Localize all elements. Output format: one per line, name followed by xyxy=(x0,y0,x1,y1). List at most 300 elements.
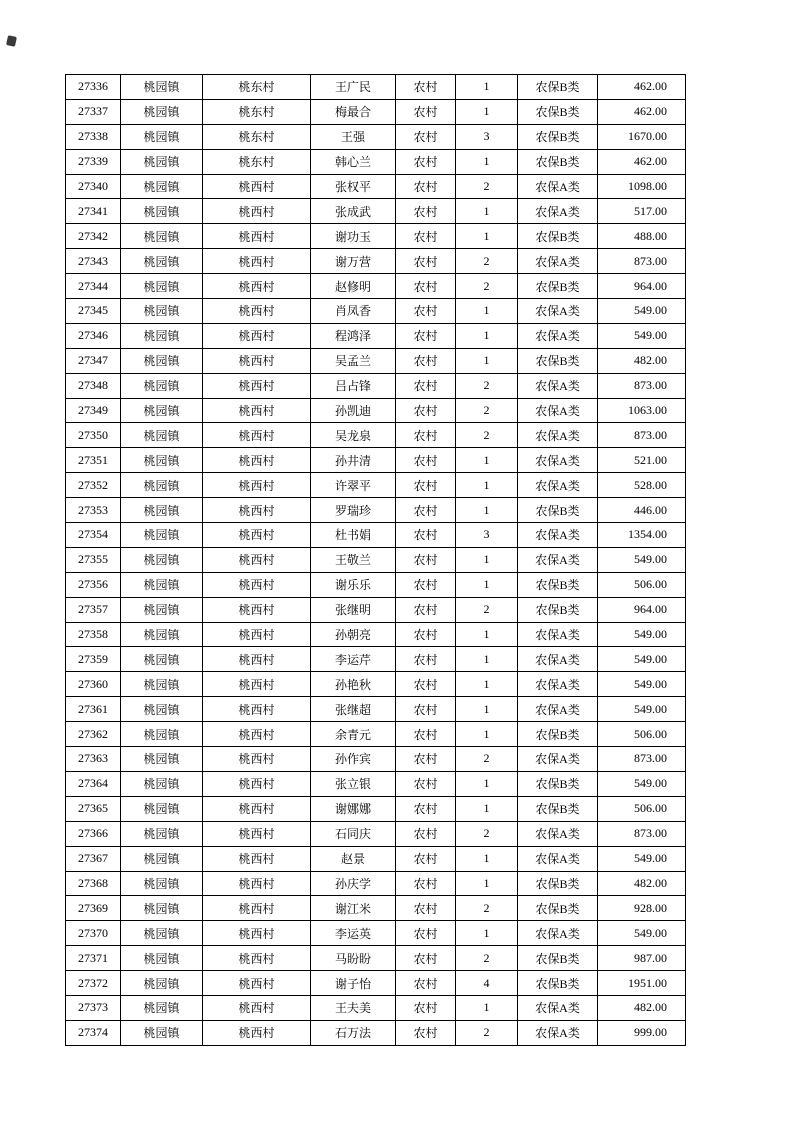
cell-category: 农保B类 xyxy=(518,224,598,249)
cell-category: 农保A类 xyxy=(518,747,598,772)
cell-name: 李运英 xyxy=(311,921,396,946)
cell-id: 27337 xyxy=(66,99,121,124)
cell-residence: 农村 xyxy=(396,672,456,697)
cell-town: 桃园镇 xyxy=(121,821,203,846)
table-row xyxy=(66,299,686,324)
cell-town: 桃园镇 xyxy=(121,1020,203,1045)
table-row xyxy=(66,1020,686,1045)
cell-count: 2 xyxy=(456,597,518,622)
cell-count: 1 xyxy=(456,995,518,1020)
cell-category: 农保B类 xyxy=(518,572,598,597)
cell-id: 27358 xyxy=(66,622,121,647)
cell-village: 桃西村 xyxy=(203,348,311,373)
cell-residence: 农村 xyxy=(396,99,456,124)
cell-residence: 农村 xyxy=(396,896,456,921)
cell-village: 桃东村 xyxy=(203,99,311,124)
cell-category: 农保B类 xyxy=(518,796,598,821)
cell-residence: 农村 xyxy=(396,572,456,597)
table-body xyxy=(66,75,686,1046)
cell-town: 桃园镇 xyxy=(121,572,203,597)
cell-residence: 农村 xyxy=(396,249,456,274)
cell-name: 孙朝亮 xyxy=(311,622,396,647)
cell-category: 农保A类 xyxy=(518,249,598,274)
table-row xyxy=(66,75,686,100)
cell-town: 桃园镇 xyxy=(121,249,203,274)
cell-village: 桃西村 xyxy=(203,398,311,423)
cell-category: 农保B类 xyxy=(518,348,598,373)
cell-residence: 农村 xyxy=(396,697,456,722)
cell-count: 1 xyxy=(456,921,518,946)
cell-id: 27356 xyxy=(66,572,121,597)
cell-amount: 1670.00 xyxy=(598,124,686,149)
cell-id: 27373 xyxy=(66,995,121,1020)
cell-id: 27353 xyxy=(66,498,121,523)
cell-residence: 农村 xyxy=(396,771,456,796)
cell-village: 桃西村 xyxy=(203,697,311,722)
cell-count: 1 xyxy=(456,771,518,796)
cell-count: 1 xyxy=(456,448,518,473)
cell-amount: 549.00 xyxy=(598,846,686,871)
cell-amount: 549.00 xyxy=(598,622,686,647)
cell-id: 27368 xyxy=(66,871,121,896)
cell-village: 桃东村 xyxy=(203,75,311,100)
cell-count: 1 xyxy=(456,149,518,174)
cell-name: 余青元 xyxy=(311,722,396,747)
cell-village: 桃东村 xyxy=(203,124,311,149)
cell-amount: 462.00 xyxy=(598,149,686,174)
cell-category: 农保B类 xyxy=(518,946,598,971)
cell-id: 27349 xyxy=(66,398,121,423)
cell-count: 1 xyxy=(456,473,518,498)
cell-village: 桃西村 xyxy=(203,597,311,622)
cell-id: 27336 xyxy=(66,75,121,100)
cell-name: 王夫美 xyxy=(311,995,396,1020)
cell-village: 桃西村 xyxy=(203,821,311,846)
cell-name: 张继明 xyxy=(311,597,396,622)
cell-residence: 农村 xyxy=(396,1020,456,1045)
cell-count: 1 xyxy=(456,846,518,871)
table-row xyxy=(66,572,686,597)
cell-village: 桃西村 xyxy=(203,224,311,249)
cell-name: 谢娜娜 xyxy=(311,796,396,821)
table-row xyxy=(66,398,686,423)
cell-residence: 农村 xyxy=(396,348,456,373)
cell-town: 桃园镇 xyxy=(121,846,203,871)
cell-count: 1 xyxy=(456,348,518,373)
cell-category: 农保A类 xyxy=(518,1020,598,1045)
cell-category: 农保B类 xyxy=(518,99,598,124)
cell-id: 27364 xyxy=(66,771,121,796)
cell-amount: 517.00 xyxy=(598,199,686,224)
cell-id: 27369 xyxy=(66,896,121,921)
cell-town: 桃园镇 xyxy=(121,622,203,647)
cell-amount: 549.00 xyxy=(598,647,686,672)
cell-residence: 农村 xyxy=(396,174,456,199)
cell-name: 张立银 xyxy=(311,771,396,796)
cell-residence: 农村 xyxy=(396,622,456,647)
cell-amount: 506.00 xyxy=(598,722,686,747)
cell-village: 桃西村 xyxy=(203,971,311,996)
cell-residence: 农村 xyxy=(396,224,456,249)
table-row xyxy=(66,871,686,896)
cell-town: 桃园镇 xyxy=(121,647,203,672)
cell-residence: 农村 xyxy=(396,398,456,423)
cell-town: 桃园镇 xyxy=(121,274,203,299)
cell-id: 27347 xyxy=(66,348,121,373)
cell-amount: 873.00 xyxy=(598,373,686,398)
cell-name: 肖凤香 xyxy=(311,299,396,324)
cell-category: 农保A类 xyxy=(518,423,598,448)
cell-name: 罗瑞珍 xyxy=(311,498,396,523)
cell-name: 孙井清 xyxy=(311,448,396,473)
cell-town: 桃园镇 xyxy=(121,99,203,124)
benefits-table xyxy=(65,74,686,1046)
cell-id: 27342 xyxy=(66,224,121,249)
cell-amount: 549.00 xyxy=(598,323,686,348)
cell-residence: 农村 xyxy=(396,498,456,523)
cell-amount: 482.00 xyxy=(598,995,686,1020)
cell-amount: 528.00 xyxy=(598,473,686,498)
cell-category: 农保A类 xyxy=(518,323,598,348)
cell-category: 农保B类 xyxy=(518,871,598,896)
cell-category: 农保A类 xyxy=(518,622,598,647)
cell-name: 张成武 xyxy=(311,199,396,224)
cell-village: 桃西村 xyxy=(203,747,311,772)
cell-name: 孙凯迪 xyxy=(311,398,396,423)
cell-amount: 999.00 xyxy=(598,1020,686,1045)
cell-amount: 1063.00 xyxy=(598,398,686,423)
table-row xyxy=(66,523,686,548)
cell-count: 2 xyxy=(456,174,518,199)
cell-town: 桃园镇 xyxy=(121,373,203,398)
table-row xyxy=(66,597,686,622)
cell-amount: 987.00 xyxy=(598,946,686,971)
cell-village: 桃东村 xyxy=(203,149,311,174)
cell-name: 王敬兰 xyxy=(311,547,396,572)
table-row xyxy=(66,896,686,921)
cell-amount: 549.00 xyxy=(598,771,686,796)
cell-count: 3 xyxy=(456,124,518,149)
cell-residence: 农村 xyxy=(396,647,456,672)
cell-category: 农保A类 xyxy=(518,448,598,473)
cell-category: 农保A类 xyxy=(518,821,598,846)
cell-town: 桃园镇 xyxy=(121,174,203,199)
cell-category: 农保B类 xyxy=(518,274,598,299)
cell-residence: 农村 xyxy=(396,846,456,871)
cell-village: 桃西村 xyxy=(203,199,311,224)
cell-amount: 873.00 xyxy=(598,821,686,846)
cell-category: 农保A类 xyxy=(518,398,598,423)
cell-name: 梅最合 xyxy=(311,99,396,124)
cell-name: 张继超 xyxy=(311,697,396,722)
cell-amount: 482.00 xyxy=(598,871,686,896)
table-row xyxy=(66,672,686,697)
cell-count: 1 xyxy=(456,99,518,124)
table-row xyxy=(66,821,686,846)
cell-id: 27365 xyxy=(66,796,121,821)
cell-town: 桃园镇 xyxy=(121,473,203,498)
cell-category: 农保A类 xyxy=(518,672,598,697)
cell-amount: 462.00 xyxy=(598,99,686,124)
cell-id: 27339 xyxy=(66,149,121,174)
cell-residence: 农村 xyxy=(396,871,456,896)
cell-name: 李运芹 xyxy=(311,647,396,672)
cell-id: 27359 xyxy=(66,647,121,672)
cell-town: 桃园镇 xyxy=(121,348,203,373)
cell-name: 孙艳秋 xyxy=(311,672,396,697)
cell-name: 杜书娟 xyxy=(311,523,396,548)
cell-id: 27340 xyxy=(66,174,121,199)
cell-village: 桃西村 xyxy=(203,871,311,896)
cell-name: 许翠平 xyxy=(311,473,396,498)
cell-name: 韩心兰 xyxy=(311,149,396,174)
cell-id: 27346 xyxy=(66,323,121,348)
cell-residence: 农村 xyxy=(396,995,456,1020)
cell-name: 谢万营 xyxy=(311,249,396,274)
cell-id: 27372 xyxy=(66,971,121,996)
cell-amount: 1354.00 xyxy=(598,523,686,548)
cell-town: 桃园镇 xyxy=(121,448,203,473)
cell-residence: 农村 xyxy=(396,821,456,846)
table-row xyxy=(66,99,686,124)
cell-count: 1 xyxy=(456,498,518,523)
cell-count: 1 xyxy=(456,647,518,672)
cell-town: 桃园镇 xyxy=(121,398,203,423)
table-row xyxy=(66,199,686,224)
cell-residence: 农村 xyxy=(396,274,456,299)
cell-town: 桃园镇 xyxy=(121,323,203,348)
cell-residence: 农村 xyxy=(396,124,456,149)
table-row xyxy=(66,249,686,274)
cell-village: 桃西村 xyxy=(203,473,311,498)
cell-name: 赵景 xyxy=(311,846,396,871)
cell-amount: 549.00 xyxy=(598,697,686,722)
cell-count: 2 xyxy=(456,896,518,921)
cell-id: 27341 xyxy=(66,199,121,224)
cell-residence: 农村 xyxy=(396,971,456,996)
table-row xyxy=(66,348,686,373)
cell-amount: 873.00 xyxy=(598,747,686,772)
cell-count: 2 xyxy=(456,249,518,274)
cell-village: 桃西村 xyxy=(203,323,311,348)
cell-count: 2 xyxy=(456,821,518,846)
cell-category: 农保A类 xyxy=(518,846,598,871)
cell-village: 桃西村 xyxy=(203,796,311,821)
cell-name: 谢江米 xyxy=(311,896,396,921)
cell-count: 1 xyxy=(456,697,518,722)
cell-town: 桃园镇 xyxy=(121,946,203,971)
cell-residence: 农村 xyxy=(396,747,456,772)
cell-category: 农保A类 xyxy=(518,547,598,572)
cell-name: 吴孟兰 xyxy=(311,348,396,373)
cell-count: 2 xyxy=(456,946,518,971)
cell-amount: 964.00 xyxy=(598,274,686,299)
cell-category: 农保B类 xyxy=(518,971,598,996)
cell-id: 27351 xyxy=(66,448,121,473)
cell-town: 桃园镇 xyxy=(121,722,203,747)
cell-residence: 农村 xyxy=(396,547,456,572)
cell-category: 农保B类 xyxy=(518,124,598,149)
table-row xyxy=(66,946,686,971)
cell-town: 桃园镇 xyxy=(121,523,203,548)
cell-amount: 488.00 xyxy=(598,224,686,249)
cell-category: 农保A类 xyxy=(518,647,598,672)
cell-id: 27361 xyxy=(66,697,121,722)
cell-count: 2 xyxy=(456,373,518,398)
cell-name: 谢功玉 xyxy=(311,224,396,249)
cell-name: 赵修明 xyxy=(311,274,396,299)
table-row xyxy=(66,921,686,946)
cell-town: 桃园镇 xyxy=(121,124,203,149)
table-row xyxy=(66,697,686,722)
cell-count: 1 xyxy=(456,871,518,896)
cell-name: 王强 xyxy=(311,124,396,149)
cell-village: 桃西村 xyxy=(203,647,311,672)
cell-residence: 农村 xyxy=(396,75,456,100)
cell-amount: 549.00 xyxy=(598,547,686,572)
cell-residence: 农村 xyxy=(396,722,456,747)
cell-count: 2 xyxy=(456,1020,518,1045)
cell-category: 农保B类 xyxy=(518,597,598,622)
cell-category: 农保A类 xyxy=(518,199,598,224)
cell-residence: 农村 xyxy=(396,149,456,174)
cell-count: 1 xyxy=(456,796,518,821)
cell-count: 1 xyxy=(456,672,518,697)
cell-amount: 446.00 xyxy=(598,498,686,523)
cell-amount: 1098.00 xyxy=(598,174,686,199)
cell-village: 桃西村 xyxy=(203,846,311,871)
cell-town: 桃园镇 xyxy=(121,871,203,896)
cell-town: 桃园镇 xyxy=(121,796,203,821)
cell-id: 27343 xyxy=(66,249,121,274)
cell-village: 桃西村 xyxy=(203,274,311,299)
cell-category: 农保B类 xyxy=(518,771,598,796)
cell-id: 27352 xyxy=(66,473,121,498)
cell-town: 桃园镇 xyxy=(121,423,203,448)
cell-amount: 506.00 xyxy=(598,572,686,597)
cell-name: 王广民 xyxy=(311,75,396,100)
cell-town: 桃园镇 xyxy=(121,299,203,324)
table-row xyxy=(66,722,686,747)
cell-id: 27350 xyxy=(66,423,121,448)
cell-village: 桃西村 xyxy=(203,771,311,796)
cell-residence: 农村 xyxy=(396,946,456,971)
cell-name: 石同庆 xyxy=(311,821,396,846)
cell-id: 27371 xyxy=(66,946,121,971)
cell-town: 桃园镇 xyxy=(121,921,203,946)
cell-village: 桃西村 xyxy=(203,921,311,946)
cell-town: 桃园镇 xyxy=(121,597,203,622)
cell-count: 2 xyxy=(456,274,518,299)
cell-id: 27363 xyxy=(66,747,121,772)
cell-village: 桃西村 xyxy=(203,299,311,324)
cell-amount: 964.00 xyxy=(598,597,686,622)
cell-id: 27367 xyxy=(66,846,121,871)
cell-amount: 482.00 xyxy=(598,348,686,373)
table-row xyxy=(66,547,686,572)
table-row xyxy=(66,373,686,398)
cell-name: 程鸿泽 xyxy=(311,323,396,348)
cell-id: 27370 xyxy=(66,921,121,946)
cell-name: 石万法 xyxy=(311,1020,396,1045)
table-row xyxy=(66,224,686,249)
cell-town: 桃园镇 xyxy=(121,672,203,697)
table-row xyxy=(66,647,686,672)
cell-id: 27374 xyxy=(66,1020,121,1045)
cell-category: 农保A类 xyxy=(518,373,598,398)
cell-town: 桃园镇 xyxy=(121,771,203,796)
cell-id: 27355 xyxy=(66,547,121,572)
cell-category: 农保B类 xyxy=(518,149,598,174)
table-row xyxy=(66,174,686,199)
cell-name: 吕占锋 xyxy=(311,373,396,398)
table-row xyxy=(66,448,686,473)
cell-village: 桃西村 xyxy=(203,523,311,548)
cell-count: 1 xyxy=(456,299,518,324)
cell-name: 谢子怡 xyxy=(311,971,396,996)
cell-id: 27338 xyxy=(66,124,121,149)
cell-village: 桃西村 xyxy=(203,249,311,274)
cell-category: 农保A类 xyxy=(518,473,598,498)
cell-category: 农保B类 xyxy=(518,722,598,747)
cell-town: 桃园镇 xyxy=(121,199,203,224)
cell-id: 27354 xyxy=(66,523,121,548)
cell-category: 农保A类 xyxy=(518,697,598,722)
cell-category: 农保B类 xyxy=(518,498,598,523)
cell-count: 1 xyxy=(456,572,518,597)
cell-residence: 农村 xyxy=(396,448,456,473)
cell-id: 27366 xyxy=(66,821,121,846)
table-row xyxy=(66,622,686,647)
cell-residence: 农村 xyxy=(396,921,456,946)
cell-name: 孙庆学 xyxy=(311,871,396,896)
cell-count: 1 xyxy=(456,75,518,100)
cell-name: 孙作宾 xyxy=(311,747,396,772)
cell-category: 农保B类 xyxy=(518,75,598,100)
cell-amount: 549.00 xyxy=(598,921,686,946)
cell-town: 桃园镇 xyxy=(121,697,203,722)
cell-village: 桃西村 xyxy=(203,373,311,398)
table-row xyxy=(66,747,686,772)
cell-amount: 928.00 xyxy=(598,896,686,921)
cell-village: 桃西村 xyxy=(203,498,311,523)
cell-id: 27360 xyxy=(66,672,121,697)
table-row xyxy=(66,323,686,348)
table-row xyxy=(66,498,686,523)
table-row xyxy=(66,971,686,996)
cell-residence: 农村 xyxy=(396,299,456,324)
cell-town: 桃园镇 xyxy=(121,896,203,921)
cell-count: 1 xyxy=(456,224,518,249)
cell-count: 1 xyxy=(456,547,518,572)
cell-category: 农保A类 xyxy=(518,995,598,1020)
cell-town: 桃园镇 xyxy=(121,547,203,572)
cell-village: 桃西村 xyxy=(203,448,311,473)
table-row xyxy=(66,274,686,299)
cell-count: 1 xyxy=(456,323,518,348)
cell-residence: 农村 xyxy=(396,323,456,348)
cell-town: 桃园镇 xyxy=(121,224,203,249)
cell-village: 桃西村 xyxy=(203,1020,311,1045)
cell-amount: 506.00 xyxy=(598,796,686,821)
cell-name: 吴龙泉 xyxy=(311,423,396,448)
cell-amount: 1951.00 xyxy=(598,971,686,996)
cell-category: 农保B类 xyxy=(518,896,598,921)
table-row xyxy=(66,846,686,871)
cell-town: 桃园镇 xyxy=(121,971,203,996)
cell-town: 桃园镇 xyxy=(121,498,203,523)
cell-id: 27345 xyxy=(66,299,121,324)
